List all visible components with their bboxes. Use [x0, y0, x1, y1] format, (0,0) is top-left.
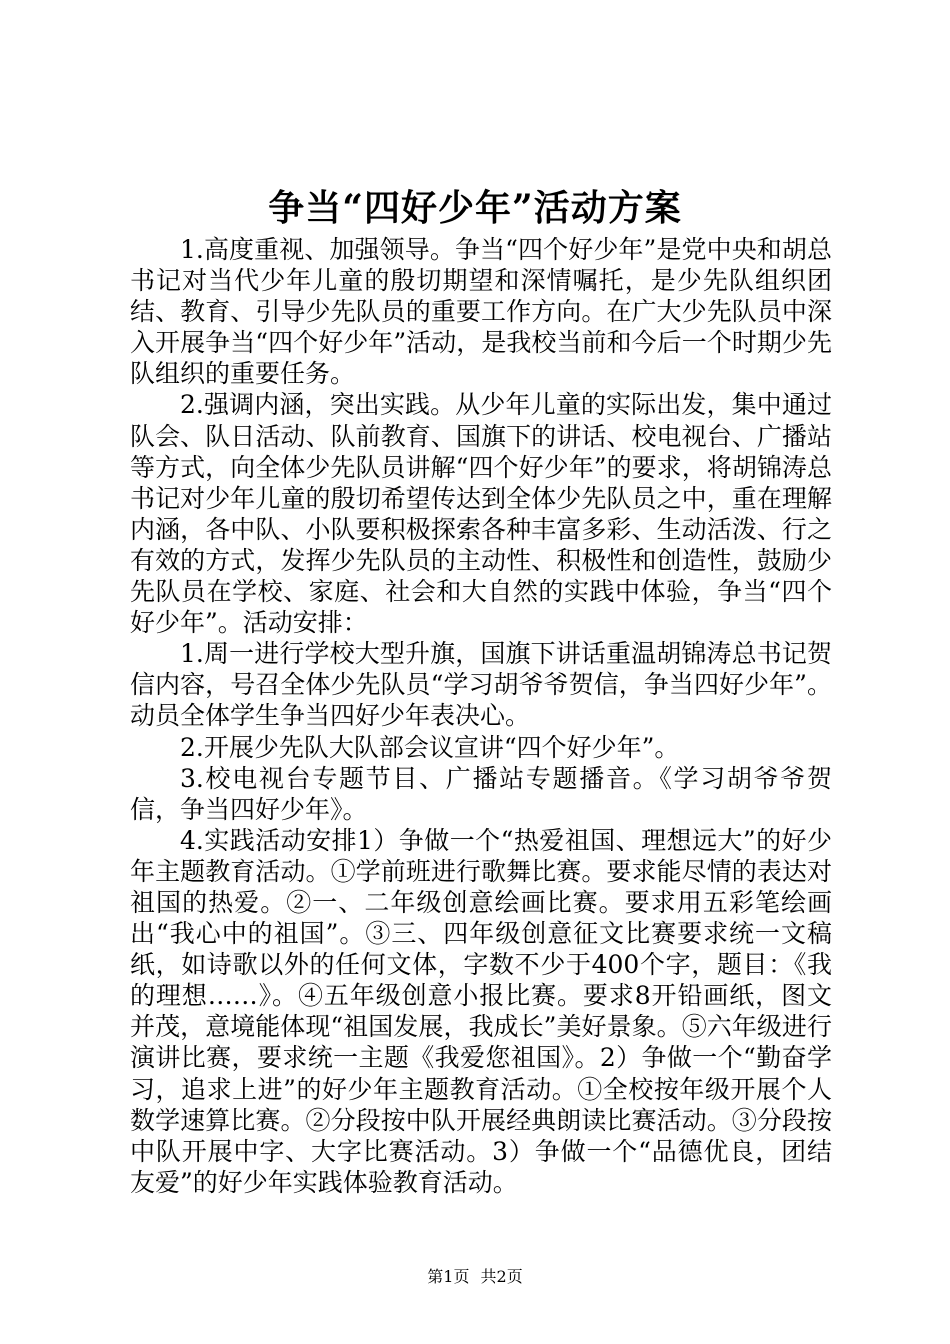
paragraph-1: 1.高度重视、加强领导。争当“四个好少年”是党中央和胡总书记对当代少年儿童的殷切期望和深情嘱托，是少先队组织团结、教育、引导少先队员的重要工作方向。在广大少先队员中深入开展争当“四个好少年”活动，是我校当前和今后一个时期少先队组织的重要任务。	[130, 235, 832, 389]
document-body	[130, 234, 832, 1198]
paragraph-5: 3.校电视台专题节目、广播站专题播音。《学习胡爷爷贺信，争当四好少年》。	[130, 763, 832, 824]
paragraph-6: 4.实践活动安排1）争做一个“热爱祖国、理想远大”的好少年主题教育活动。①学前班进行歌舞比赛。要求能尽情的表达对祖国的热爱。②一、二年级创意绘画比赛。要求用五彩笔绘画出“我心中的祖国”。③三、四年级创意征文比赛要求统一文稿纸，如诗歌以外的任何文体，字数不少于400个字，题目：《我的理想……》。④五年级创意小报比赛。要求8开铅画纸，图文并茂，意境能体现“祖国发展，我成长”美好景象。⑤六年级进行演讲比赛，要求统一主题《我爱您祖国》。2）争做一个“勤奋学习，追求上进”的好少年主题教育活动。①全校按年级开展个人数学速算比赛。②分段按中队开展经典朗读比赛活动。③分段按中队开展中字、大字比赛活动。3）争做一个“品德优良，团结友爱”的好少年实践体验教育活动。	[130, 825, 832, 1197]
paragraph-3: 1.周一进行学校大型升旗，国旗下讲话重温胡锦涛总书记贺信内容，号召全体少先队员“学习胡爷爷贺信，争当四好少年”。动员全体学生争当四好少年表决心。	[130, 639, 832, 731]
page-total: 共2页	[480, 1267, 523, 1286]
page-number: 第1页	[427, 1267, 470, 1286]
document-title: 争当“四好少年”活动方案	[268, 187, 682, 229]
page-footer	[0, 1266, 950, 1288]
paragraph-4: 2.开展少先队大队部会议宣讲“四个好少年”。	[180, 732, 680, 762]
paragraph-2: 2.强调内涵，突出实践。从少年儿童的实际出发，集中通过队会、队日活动、队前教育、国旗下的讲话、校电视台、广播站等方式，向全体少先队员讲解“四个好少年”的要求，将胡锦涛总书记对少年儿童的殷切希望传达到全体少先队员之中，重在理解内涵，各中队、小队要积极探索各种丰富多彩、生动活泼、行之有效的方式，发挥少先队员的主动性、积极性和创造性，鼓励少先队员在学校、家庭、社会和大自然的实践中体验，争当“四个好少年”。活动安排：	[130, 390, 832, 638]
